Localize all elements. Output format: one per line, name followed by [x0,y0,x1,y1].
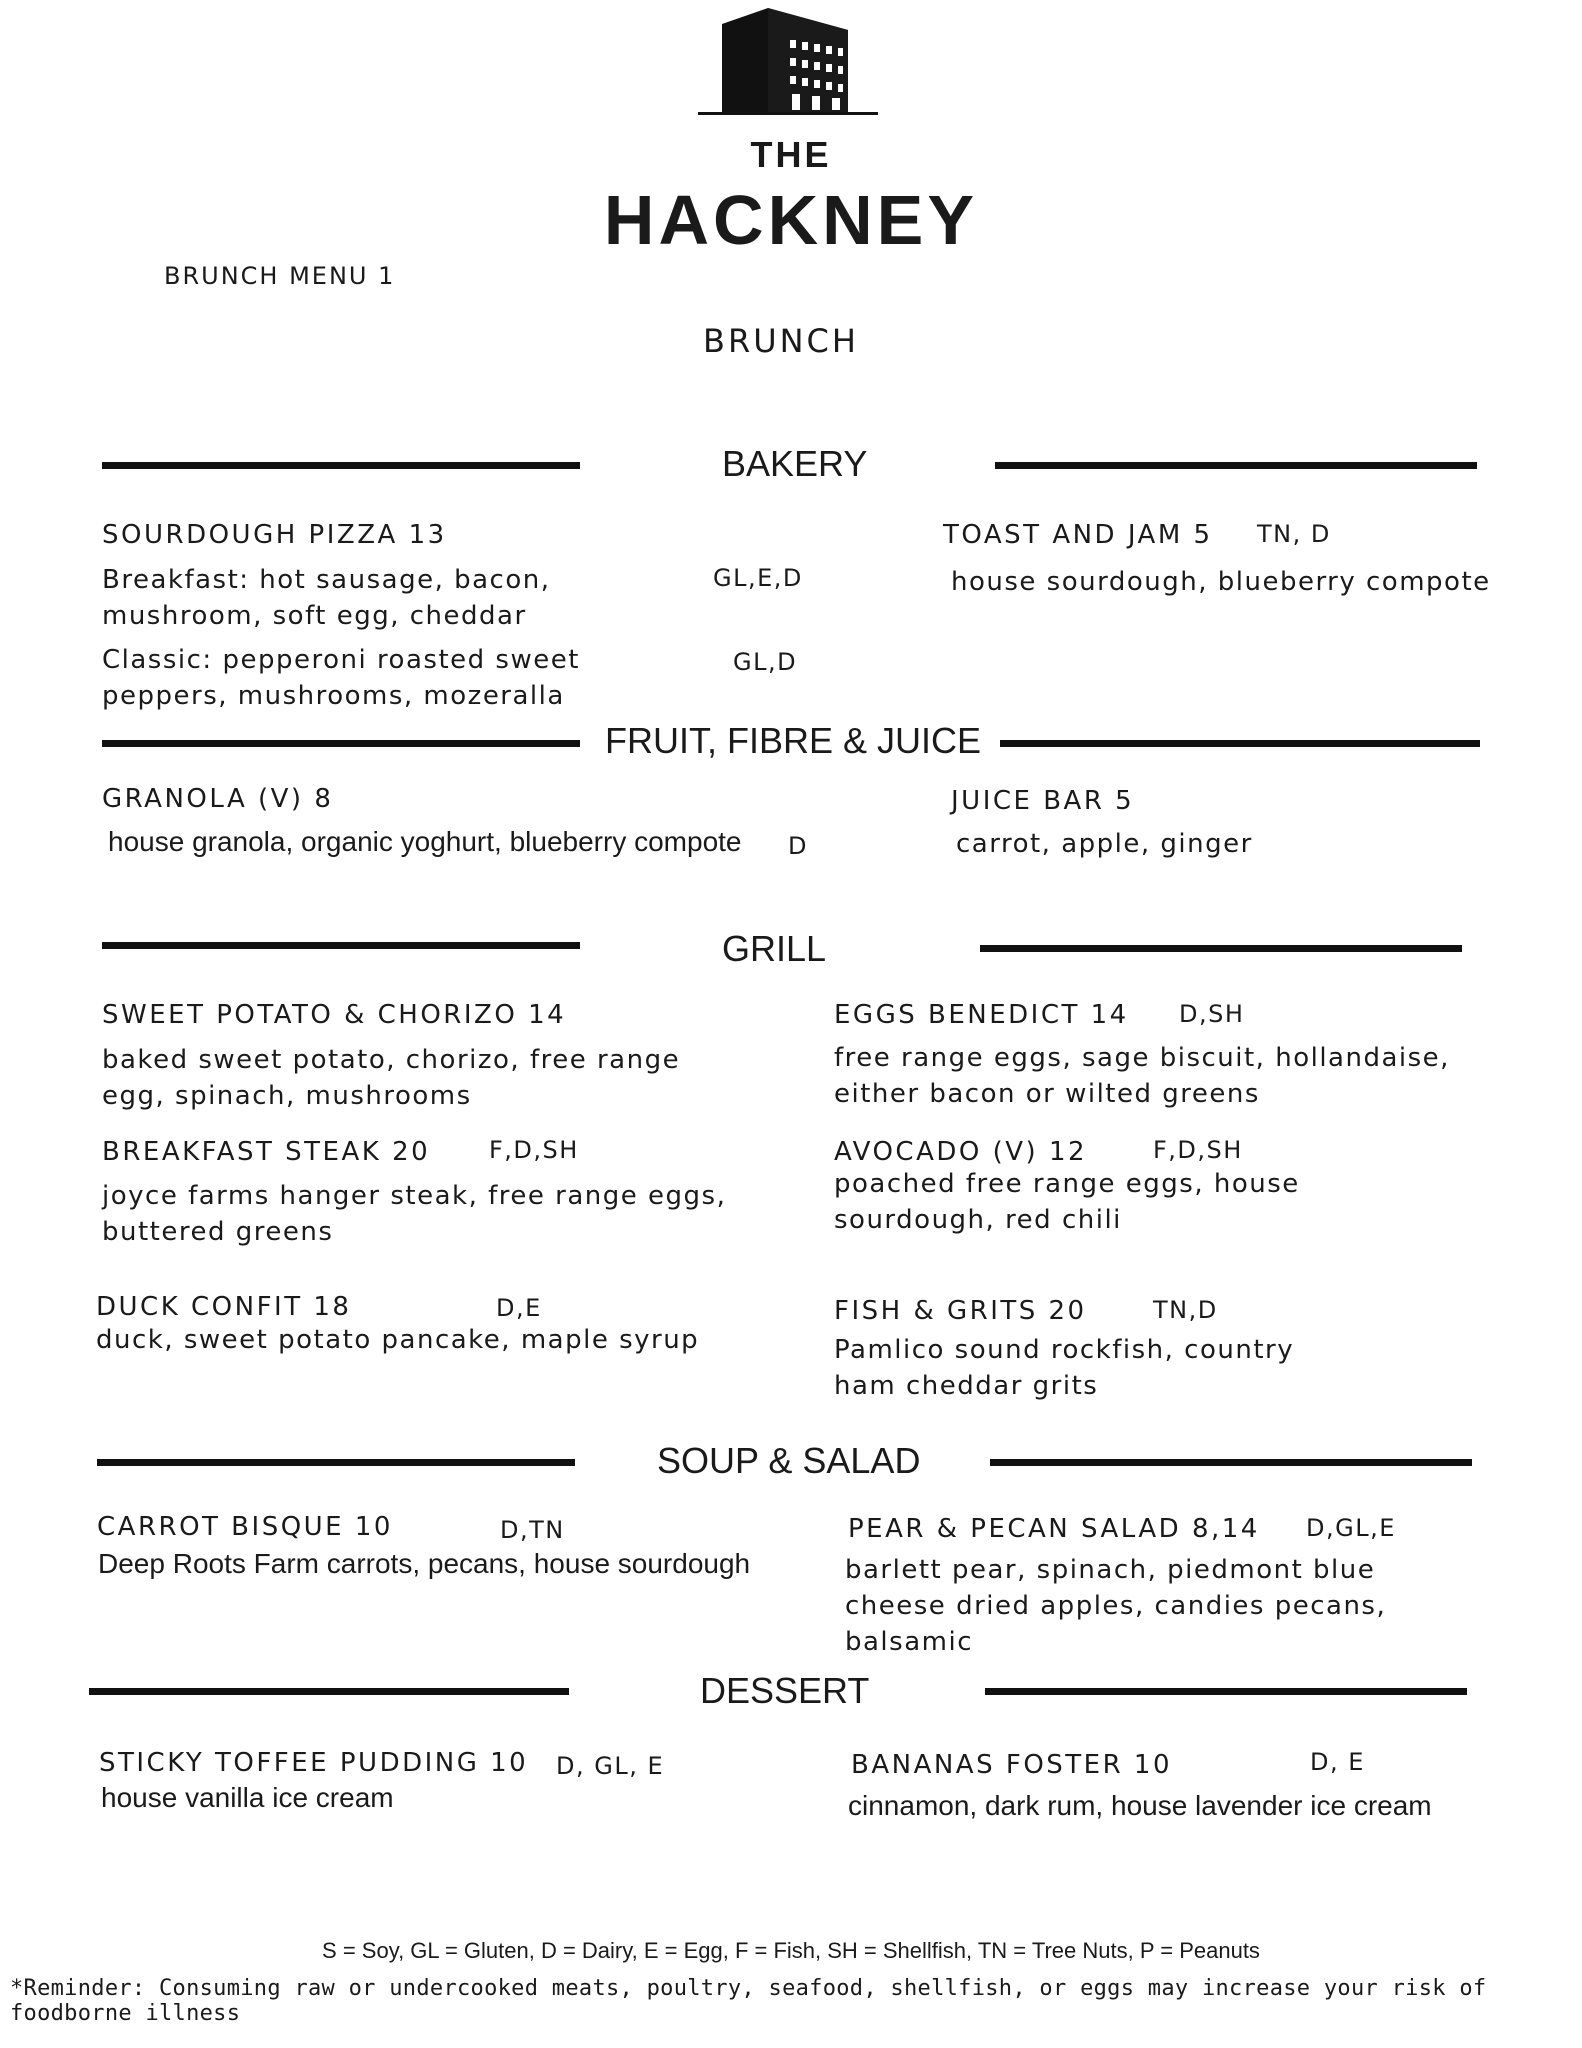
foodborne-reminder: *Reminder: Consuming raw or undercooked meats, poultry, seafood, shellfish, or eggs may increase your risk of foodborne illness [10,1976,1487,2026]
building-logo-icon [698,4,878,118]
allergen-legend: S = Soy, GL = Gluten, D = Dairy, E = Egg, F = Fish, SH = Shellfish, TN = Tree Nuts, P = Peanuts [322,1938,1260,1963]
section-rule-right [995,462,1477,469]
item-description: baked sweet potato, chorizo, free range egg, spinach, mushrooms [102,1045,681,1111]
item-description: Pamlico sound rockfish, country ham cheddar grits [834,1335,1295,1401]
allergen-tags: F,D,SH [489,1136,579,1164]
section-rule-right [1000,740,1480,747]
section-title-grill: GRILL [722,928,827,969]
item-description: Breakfast: hot sausage, bacon, mushroom, soft egg, cheddar [102,565,551,631]
allergen-tags: D,TN [500,1516,565,1544]
page-title: BRUNCH [703,322,859,360]
allergen-tags: D,E [496,1294,542,1322]
allergen-tags: TN,D [1153,1296,1218,1324]
item-description: barlett pear, spinach, piedmont blue cheese dried apples, candies pecans, balsamic [845,1555,1387,1657]
item-name: GRANOLA (V) 8 [102,784,334,814]
section-title-dessert: DESSERT [700,1670,870,1711]
allergen-tags: D,SH [1179,1000,1245,1028]
allergen-tags: D [788,832,808,860]
section-rule-right [985,1688,1467,1695]
item-name: STICKY TOFFEE PUDDING 10 [99,1748,529,1778]
item-description: carrot, apple, ginger [956,829,1253,859]
section-title-soup: SOUP & SALAD [657,1440,921,1481]
item-name: PEAR & PECAN SALAD 8,14 [848,1514,1260,1544]
item-name: BANANAS FOSTER 10 [851,1750,1173,1780]
item-description: house vanilla ice cream [101,1782,394,1813]
item-name: SOURDOUGH PIZZA 13 [102,520,447,550]
allergen-tags: D,GL,E [1306,1514,1396,1542]
item-name: DUCK CONFIT 18 [96,1292,352,1322]
menu-label: BRUNCH MENU 1 [164,262,396,290]
item-name: SWEET POTATO & CHORIZO 14 [102,1000,567,1030]
allergen-tags: GL,D [733,648,798,676]
allergen-tags: F,D,SH [1153,1136,1243,1164]
section-rule-left [102,462,580,469]
item-description: free range eggs, sage biscuit, hollandaise, either bacon or wilted greens [834,1043,1450,1109]
item-name: TOAST AND JAM 5 [943,520,1213,550]
brand-the: THE [750,134,832,175]
item-description: house granola, organic yoghurt, blueberry compote [108,826,742,857]
section-rule-right [990,1459,1472,1466]
section-title-bakery: BAKERY [722,443,868,484]
item-name: CARROT BISQUE 10 [97,1512,393,1542]
section-rule-right [980,945,1462,952]
item-description: poached free range eggs, house sourdough, red chili [834,1169,1300,1235]
item-description: Deep Roots Farm carrots, pecans, house sourdough [98,1548,751,1579]
brand-name: HACKNEY [603,181,979,259]
section-rule-left [102,740,580,747]
section-rule-left [97,1459,575,1466]
item-description: joyce farms hanger steak, free range eggs, buttered greens [102,1181,727,1247]
item-description: Classic: pepperoni roasted sweet peppers, mushrooms, mozeralla [102,645,580,711]
item-name: JUICE BAR 5 [951,786,1135,816]
allergen-tags: GL,E,D [713,564,803,592]
allergen-tags: D, GL, E [556,1752,665,1780]
item-name: FISH & GRITS 20 [834,1296,1087,1326]
allergen-tags: D, E [1310,1748,1365,1776]
item-description: duck, sweet potato pancake, maple syrup [96,1325,700,1355]
item-name: BREAKFAST STEAK 20 [102,1137,431,1167]
item-name: AVOCADO (V) 12 [834,1137,1088,1167]
item-description: cinnamon, dark rum, house lavender ice cream [848,1790,1432,1821]
section-rule-left [102,942,580,949]
allergen-tags: TN, D [1257,520,1331,548]
item-name: EGGS BENEDICT 14 [834,1000,1129,1030]
section-title-fruit: FRUIT, FIBRE & JUICE [605,720,982,761]
section-rule-left [89,1688,569,1695]
item-description: house sourdough, blueberry compote [951,567,1491,597]
